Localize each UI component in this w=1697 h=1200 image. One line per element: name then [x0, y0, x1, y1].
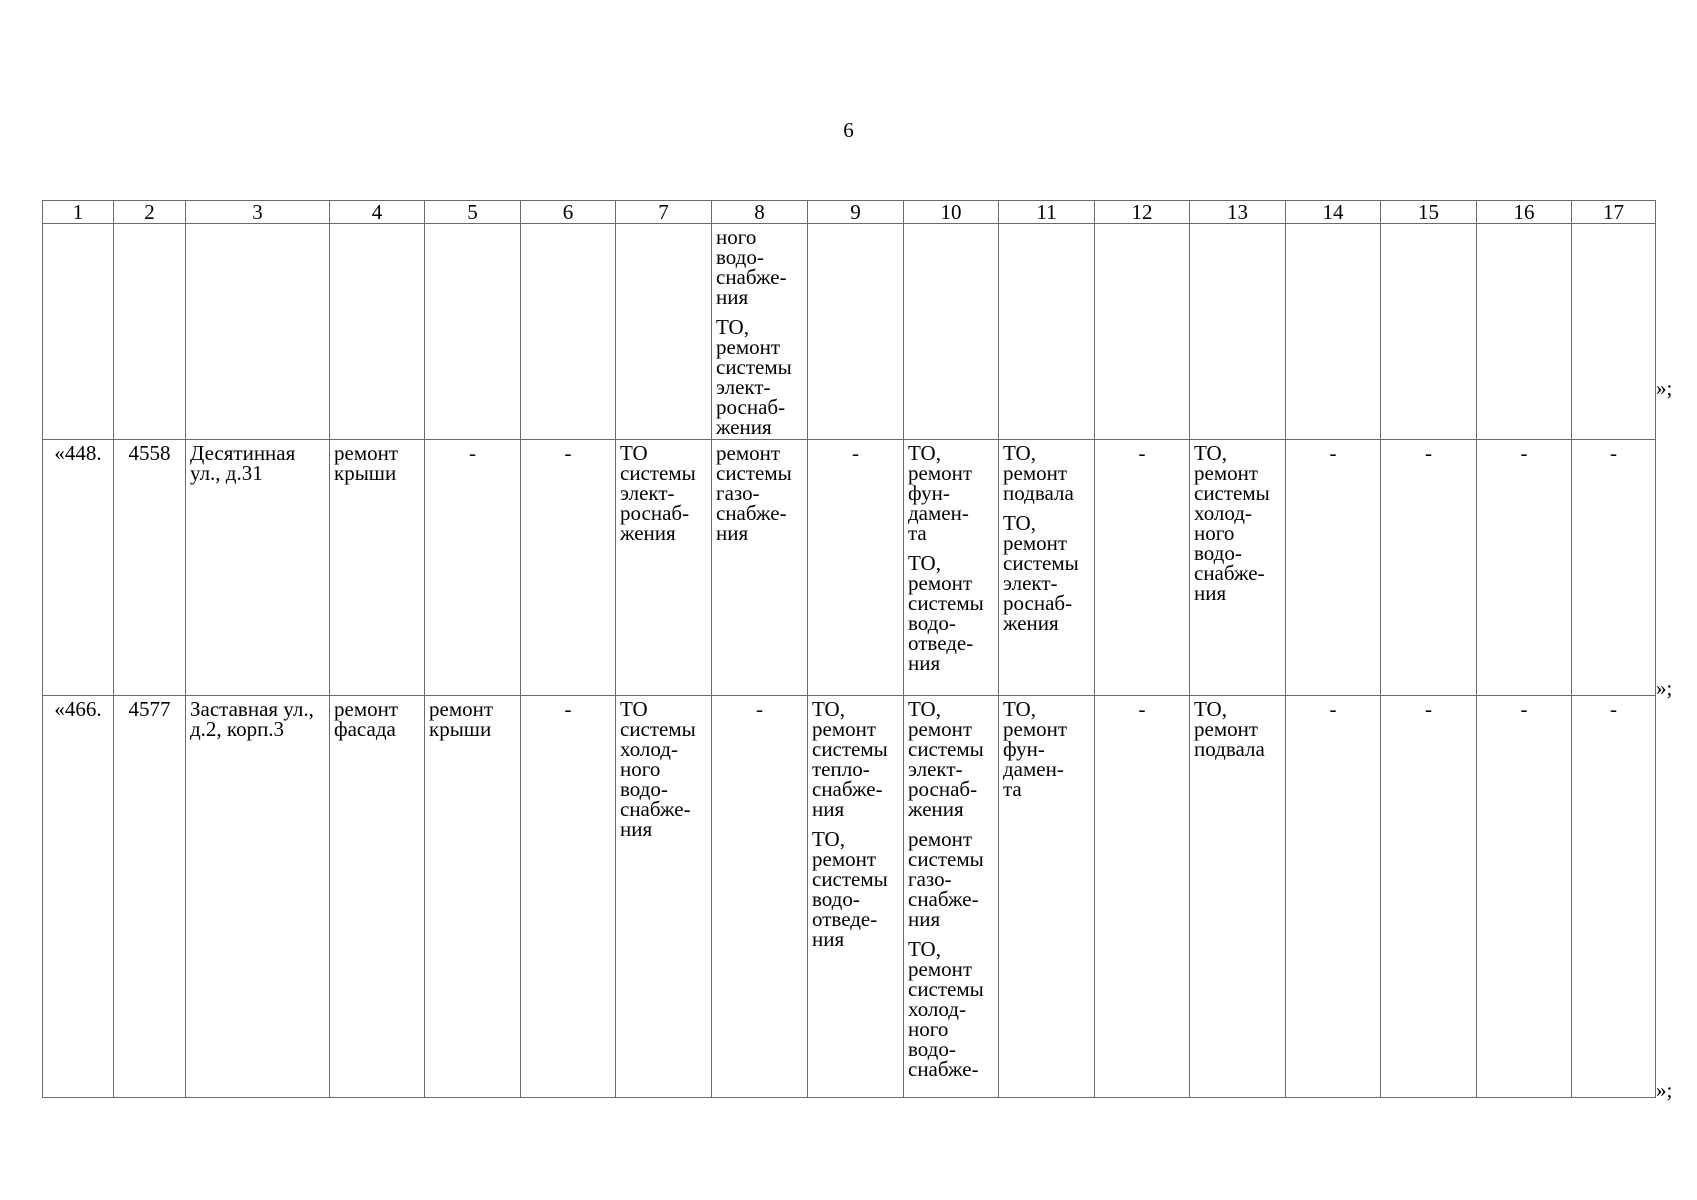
cell-text: ТО, ремонт системы водо- отведе- ния — [908, 551, 984, 675]
cell-text: ТО, ремонт системы элект- роснаб- жения — [716, 315, 792, 439]
header-row — [43, 201, 1656, 224]
cell-text: - — [564, 697, 572, 721]
table-row — [43, 440, 1656, 696]
cell-text: ремонт крыши — [429, 697, 494, 741]
table-row — [43, 224, 1656, 440]
column-header: 11 — [999, 201, 1095, 224]
table-cell — [1190, 440, 1286, 696]
table-cell — [114, 440, 186, 696]
table-cell — [999, 440, 1095, 696]
table-cell — [904, 440, 999, 696]
page-number: 6 — [843, 118, 854, 142]
table-cell — [712, 224, 808, 440]
table-cell — [1190, 224, 1286, 440]
table-cell — [1381, 224, 1477, 440]
cell-text: ТО системы холод- ного водо- снабже- ния — [620, 697, 696, 841]
table-cell — [1190, 696, 1286, 1098]
cell-text: Десятинная ул., д.31 — [190, 441, 296, 485]
cell-text: «466. — [54, 697, 102, 721]
column-header: 3 — [186, 201, 330, 224]
cell-text: ТО системы элект- роснаб- жения — [620, 441, 696, 545]
cell-text: - — [1329, 441, 1337, 465]
table-cell — [616, 696, 712, 1098]
cell-text: ТО, ремонт системы элект- роснаб- жения — [908, 697, 984, 821]
table-cell — [1286, 224, 1381, 440]
cell-text: ТО, ремонт фун- дамен- та — [1003, 697, 1068, 801]
table-cell — [808, 224, 904, 440]
table-cell — [1381, 440, 1477, 696]
column-header: 4 — [330, 201, 425, 224]
table-cell — [425, 224, 521, 440]
column-header: 8 — [712, 201, 808, 224]
table-cell — [43, 224, 114, 440]
table-cell — [1095, 696, 1190, 1098]
table-cell — [521, 224, 616, 440]
cell-text: ного водо- снабже- ния — [716, 225, 787, 309]
cell-text: ТО, ремонт системы холод- ного водо- снабже- — [908, 937, 984, 1081]
cell-text: ТО, ремонт подвала — [1003, 441, 1074, 505]
table-cell — [186, 696, 330, 1098]
table-cell — [904, 224, 999, 440]
row-end-mark: »; — [1656, 676, 1673, 700]
column-header: 13 — [1190, 201, 1286, 224]
table-cell — [808, 696, 904, 1098]
cell-text: «448. — [54, 441, 102, 465]
cell-text: - — [1138, 441, 1146, 465]
table-cell — [712, 440, 808, 696]
cell-text: ремонт крыши — [334, 441, 399, 485]
table-cell — [186, 224, 330, 440]
table-row — [43, 696, 1656, 1098]
table-cell — [521, 440, 616, 696]
table-body — [43, 201, 1656, 1098]
table-cell — [1572, 224, 1656, 440]
table-cell — [999, 696, 1095, 1098]
column-header: 5 — [425, 201, 521, 224]
table-cell — [43, 696, 114, 1098]
column-header: 2 — [114, 201, 186, 224]
table-cell — [1095, 224, 1190, 440]
table-cell — [999, 224, 1095, 440]
cell-text: - — [756, 697, 763, 721]
cell-text: 4577 — [128, 697, 171, 721]
table-cell — [712, 696, 808, 1098]
table-cell — [43, 440, 114, 696]
cell-text: ТО, ремонт подвала — [1194, 697, 1265, 761]
column-header: 7 — [616, 201, 712, 224]
column-header: 16 — [1477, 201, 1572, 224]
cell-text: - — [1610, 441, 1617, 465]
table-cell — [1572, 696, 1656, 1098]
table-cell — [904, 696, 999, 1098]
table-cell — [330, 224, 425, 440]
table-cell — [1477, 224, 1572, 440]
table-cell — [808, 440, 904, 696]
table-cell — [1095, 440, 1190, 696]
cell-text: ТО, ремонт системы тепло- снабже- ния — [812, 697, 888, 821]
row-end-mark: »; — [1656, 1078, 1673, 1102]
cell-text: - — [852, 441, 859, 465]
cell-text: 4558 — [128, 441, 171, 465]
table-cell — [330, 440, 425, 696]
table-cell — [1477, 696, 1572, 1098]
table-cell — [330, 696, 425, 1098]
cell-text: ТО, ремонт системы холод- ного водо- снабже- ния — [1194, 441, 1270, 605]
cell-text: ТО, ремонт системы водо- отведе- ния — [812, 827, 888, 951]
column-header: 14 — [1286, 201, 1381, 224]
table-cell — [114, 696, 186, 1098]
cell-text: - — [1425, 697, 1432, 721]
table-cell — [1286, 696, 1381, 1098]
document-table — [42, 200, 1656, 1098]
cell-text: - — [1425, 441, 1432, 465]
table-cell — [186, 440, 330, 696]
table-cell — [114, 224, 186, 440]
column-header: 9 — [808, 201, 904, 224]
column-header: 17 — [1572, 201, 1656, 224]
table-cell — [1286, 440, 1381, 696]
table-cell — [521, 696, 616, 1098]
table-cell — [616, 224, 712, 440]
column-header: 1 — [43, 201, 114, 224]
cell-text: - — [1520, 441, 1528, 465]
cell-text: ТО, ремонт системы элект- роснаб- жения — [1003, 511, 1079, 635]
cell-text: - — [1329, 697, 1337, 721]
cell-text: - — [564, 441, 572, 465]
table-cell — [425, 440, 521, 696]
column-header: 12 — [1095, 201, 1190, 224]
table-cell — [1477, 440, 1572, 696]
table-cell — [1381, 696, 1477, 1098]
column-header: 15 — [1381, 201, 1477, 224]
cell-text: - — [1520, 697, 1528, 721]
cell-text: - — [1610, 697, 1617, 721]
cell-text: - — [1138, 697, 1146, 721]
table-cell — [425, 696, 521, 1098]
cell-text: Заставная ул., д.2, корп.3 — [190, 697, 314, 741]
row-end-mark: »; — [1656, 376, 1673, 400]
cell-text: ремонт системы газо- снабже- ния — [908, 827, 984, 931]
column-header: 6 — [521, 201, 616, 224]
cell-text: ремонт системы газо- снабже- ния — [716, 441, 792, 545]
cell-text: - — [469, 441, 476, 465]
cell-text: ремонт фасада — [334, 697, 399, 741]
column-header: 10 — [904, 201, 999, 224]
cell-text: ТО, ремонт фун- дамен- та — [908, 441, 973, 545]
table-cell — [1572, 440, 1656, 696]
table-cell — [616, 440, 712, 696]
